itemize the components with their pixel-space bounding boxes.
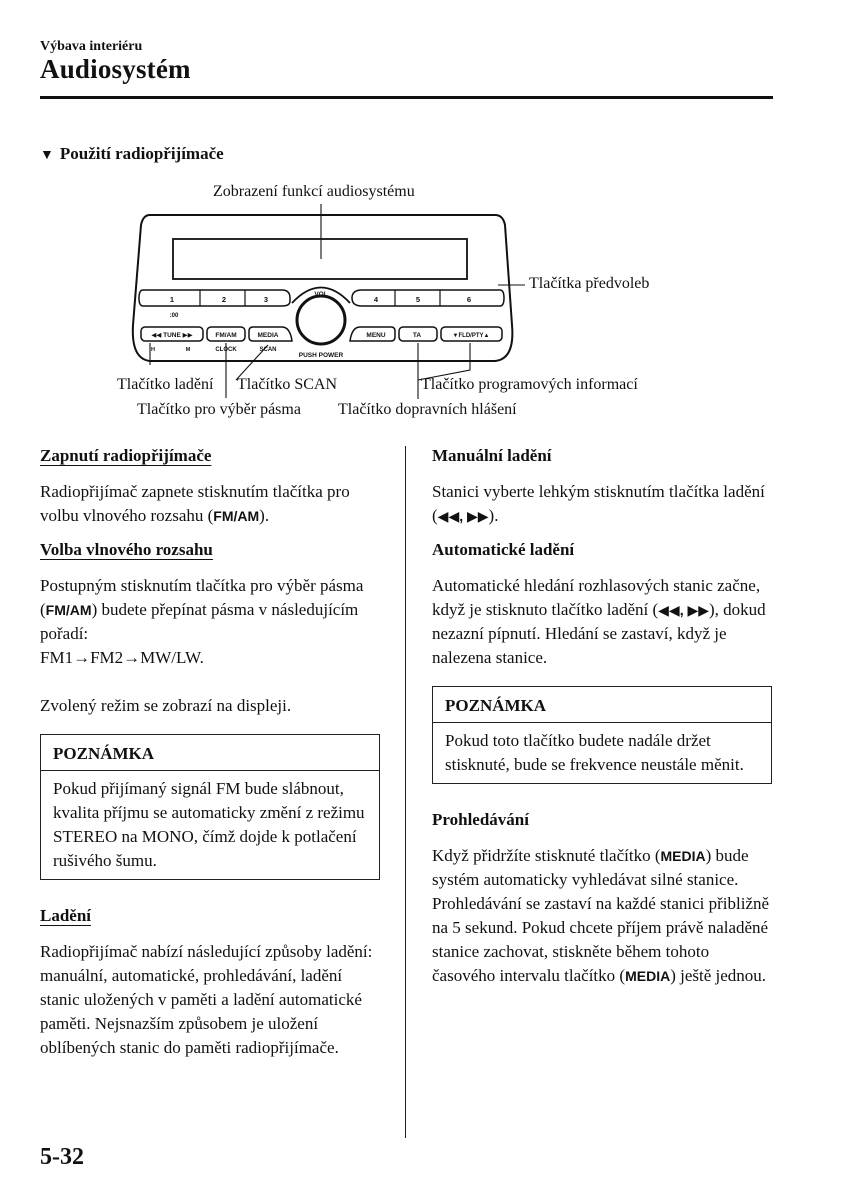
right-column [432, 444, 772, 988]
hour-sublabel: H [151, 347, 155, 353]
section-title: Použití radiopřijímače [59, 144, 224, 163]
media-key-label: MEDIA [257, 332, 279, 339]
preset-1-label: 1 [169, 295, 175, 304]
triangle-marker-icon: ▼ [40, 148, 54, 163]
push-power-label: PUSH POWER [298, 352, 344, 359]
program-info-callout: Tlačítko programových informací [421, 376, 638, 393]
scan-callout: Tlačítko SCAN [237, 376, 337, 393]
note-heading: POZNÁMKA [433, 687, 771, 723]
display-callout: Zobrazení funkcí audiosystému [213, 183, 415, 200]
page-number: 5-32 [40, 1144, 84, 1170]
scan-sublabel: SCAN [259, 347, 277, 353]
fld-key-label: ▼FLD/PTY▲ [452, 333, 490, 339]
ta-key-label: TA [412, 332, 422, 339]
page-title: Audiosystém [40, 54, 191, 84]
fmam-key-ref: FM/AM [45, 602, 92, 618]
vol-label: VOL [314, 291, 328, 298]
column-divider [405, 446, 406, 1138]
band-callout: Tlačítko pro výběr pásma [137, 401, 301, 418]
fmam-key-ref: FM/AM [213, 508, 260, 524]
fmam-key-label: FM/AM [215, 332, 237, 339]
display-window [173, 239, 467, 279]
paragraph-display-mode: Zvolený režim se zobrazí na displeji. [40, 696, 292, 715]
preset-5-label: 5 [415, 295, 421, 304]
note-box-fm [40, 734, 380, 880]
note-body: Pokud toto tlačítko budete nadále držet stisknuté, bude se frekvence neustále měnit. [445, 731, 744, 774]
media-key-ref: MEDIA [660, 848, 706, 864]
chapter-kicker: Výbava interiéru [40, 39, 143, 54]
paragraph-manual-tuning: Stanici vyberte lehkým stisknutím tlačítka ladění (◀◀, ▶▶). [432, 482, 765, 525]
preset-4-label: 4 [373, 295, 379, 304]
heading-scan: Prohledávání [432, 810, 529, 829]
preset-3-label: 3 [263, 295, 269, 304]
seek-keys-ref: ◀◀, ▶▶ [658, 602, 710, 618]
band-sequence: FM1→FM2→MW/LW. [40, 648, 204, 667]
heading-auto-tuning: Automatické ladění [432, 540, 575, 559]
audio-unit-diagram [0, 175, 847, 425]
seek-keys-ref: ◀◀, ▶▶ [437, 508, 489, 524]
heading-tuning: Ladění [40, 906, 92, 925]
paragraph-power-on: Radiopřijímač zapnete stisknutím tlačítka pro volbu vlnového rozsahu (FM/AM). [40, 482, 350, 525]
title-rule [40, 96, 773, 99]
heading-band-select: Volba vlnového rozsahu [40, 540, 213, 559]
minute-sublabel: M [185, 347, 191, 353]
clock-sublabel: CLOCK [215, 347, 237, 353]
heading-power-on: Zapnutí radiopřijímače [40, 446, 212, 465]
menu-key-label: MENU [366, 332, 386, 339]
preset-1-sublabel: :00 [169, 313, 179, 319]
paragraph-tuning: Radiopřijímač nabízí následující způsoby ladění: manuální, automatické, prohledávání, ladění stanic uložených v paměti a ladění automatické paměti. Nejsnazším způsobem je uložení oblíbených stanic do paměti radiopřijímače. [40, 942, 373, 1057]
tune-callout: Tlačítko ladění [117, 376, 214, 393]
paragraph-band-select: Postupným stisknutím tlačítka pro výběr pásma (FM/AM) budete přepínat pásma v následujícím pořadí: FM1→FM2→MW/LW. [40, 576, 364, 667]
note-heading: POZNÁMKA [41, 735, 379, 771]
media-key-ref: MEDIA [625, 968, 671, 984]
traffic-callout: Tlačítko dopravních hlášení [338, 401, 517, 418]
note-body: Pokud přijímaný signál FM bude slábnout, kvalita příjmu se automaticky změní z režimu STEREO na MONO, čímž dojde k potlačení rušivého šumu. [53, 779, 365, 870]
preset-2-label: 2 [221, 295, 227, 304]
tune-key-label: ◀◀ TUNE ▶▶ [151, 332, 193, 339]
preset-6-label: 6 [466, 295, 472, 304]
paragraph-scan: Když přidržíte stisknuté tlačítko (MEDIA) bude systém automaticky vyhledávat silné stanice. Prohledávání se zastaví na každé stanici přibližně na 5 sekund. Pokud chcete příjem právě naladěné stanice zachovat, stiskněte během tohoto časového intervalu tlačítko (MEDIA) ještě jednou. [432, 846, 770, 985]
presets-callout: Tlačítka předvoleb [529, 275, 650, 292]
note-box-hold [432, 686, 772, 784]
paragraph-auto-tuning: Automatické hledání rozhlasových stanic začne, když je stisknuto tlačítko ladění (◀◀, ▶▶), dokud nezazní pípnutí. Hledání se zastaví, když je nalezena stanice. [432, 576, 766, 667]
volume-knob [297, 296, 345, 344]
heading-manual-tuning: Manuální ladění [432, 446, 552, 465]
left-column [40, 444, 380, 1060]
section-heading [40, 144, 224, 164]
